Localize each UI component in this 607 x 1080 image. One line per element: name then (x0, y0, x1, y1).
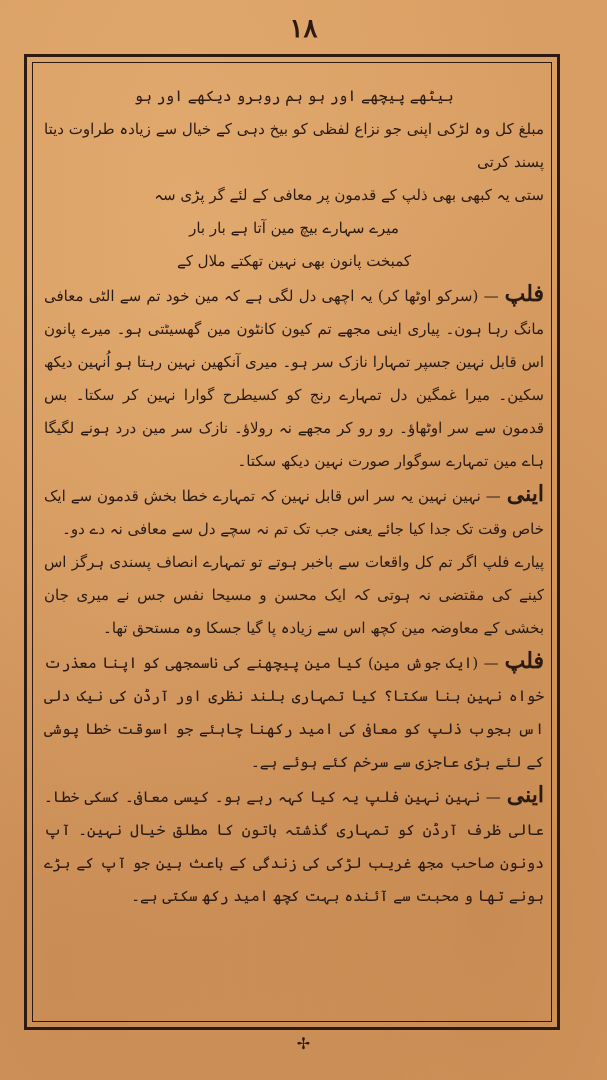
speaker-name: فلپ (504, 281, 544, 307)
intro-line-1: بیٹھے پیچھے اور ہو ہم روبرو دیکھے اور ہو (134, 87, 454, 105)
page-number: ۱۸ (289, 14, 318, 44)
dialogue-text: نہین نہین فلپ یہ کیا کہہ رہے ہو۔ کیسی معافی۔ کسکی خطا۔ عالی ظرف آرڈن کو تمہاری گذشتہ باتون کا مطلق خیال نہین۔ آپ دونون صاحب مجھ غریب لڑکی کی زندگی کے باعث ہین جو آپ کے بڑے ہونے تھا و محبت سے آئندہ بہت کچھ امید رکھ سکتی ہے۔ (44, 788, 544, 905)
dialogue-text: نہین نہین یہ سر اس قابل نہین کہ تمہارے خطا بخش قدمون سے ایک خاص وقت تک جدا کیا جائے یعنی جب تک تم نہ سچے دل سے معافی نہ دے دو۔ (44, 487, 544, 538)
bottom-ornament-icon: ✢ (296, 1034, 311, 1053)
dialogue-paragraph-4: اینی— نہین نہین فلپ یہ کیا کہہ رہے ہو۔ کیسی معافی۔ کسکی خطا۔ عالی ظرف آرڈن کو تمہاری گذشتہ باتون کا مطلق خیال نہین۔ آپ دونون صاحب مجھ غریب لڑکی کی زندگی کے باعث ہین جو آپ کے بڑے ہونے تھا و محبت سے آئندہ بہت کچھ امید رکھ سکتی ہے۔ (44, 782, 544, 905)
dialogue-paragraph-2: اینی— نہین نہین یہ سر اس قابل نہین کہ تمہارے خطا بخش قدمون سے ایک خاص وقت تک جدا کیا جائے یعنی جب تک تم نہ سچے دل سے معافی نہ دے دو۔ پیارے فلپ اگر تم کل واقعات سے باخبر ہوتے تو تمہارے انصاف پسندی ہرگز اس کینے کی مقتضی نہ ہوتی کہ ایک محسن و مسیحا نفس جس نے میری جان بخشی کے معاوضہ مین کچھ اس سے زیادہ پا گیا جسکا وہ مستحق تھا۔ (44, 478, 544, 645)
speaker-name: اینی (506, 481, 544, 507)
dialogue-paragraph-3: فلپ— (ایک جوش مین) کیا مین پیچھنے کی ناسمجھی کو اپنا معذرت خواہ نہین بنا سکتا؟ کیا تمہاری بلند نظری اور آرڈن کی نیک دلی اس بجوب ذلپ کو معافی کی امید رکھنا چاہئے جو اسوقت خطا پوشی کے لئے بڑی عاجزی سے سرخم کئے ہوئے ہے۔ (44, 648, 544, 771)
dialogue-text: (ایک جوش مین) کیا مین پیچھنے کی ناسمجھی کو اپنا معذرت خواہ نہین بنا سکتا؟ کیا تمہاری بلند نظری اور آرڈن کی نیک دلی اس بجوب ذلپ کو معافی کی امید رکھنا چاہئے جو اسوقت خطا پوشی کے لئے بڑی عاجزی سے سرخم کئے ہوئے ہے۔ (44, 654, 544, 771)
verse-line-2: کمبخت پانون بھی نہین تھکتے ملال کے (176, 252, 412, 270)
verse-line-1: میرے سہارے بیچ مین آتا ہے بار بار (189, 219, 399, 237)
dialogue-text: (سرکو اوٹھا کر) یہ اچھی دل لگی ہے کہ مین خود تم سے الٹی معافی مانگ رہا ہون۔ پیاری اینی مجھے تم کیون کانٹون مین گھسیٹتی ہو۔ میرے پانون اس قابل نہین جسپر تمہارا نازک سر ہو۔ میری آنکھین نہین رہتا ہو اُنہین دیکھ سکین۔ میرا غمگین دل تمہارے رنج کو کسیطرح گوارا نہین کر سکتا۔ بس قدمون سے سر اوٹھاؤ۔ رو رو کر مجھے نہ رولاؤ۔ نازک سر مین درد ہونے لگیگا ہاے مین تمہارے سوگوار صورت نہین دیکھ سکتا۔ (44, 287, 544, 470)
intro-line-2: مبلغ کل وہ لڑکی اپنی جو نزاع لفظی کو بیخ دہی کے خیال سے زیادہ طراوت دیتا پسند کرتی (44, 120, 544, 171)
speaker-name: فلپ (504, 648, 544, 674)
speaker-name: اینی (506, 782, 544, 808)
dialogue-text-continued: پیارے فلپ اگر تم کل واقعات سے باخبر ہوتے تو تمہارے انصاف پسندی ہرگز اس کینے کی مقتضی نہ ہوتی کہ ایک محسن و مسیحا نفس جس نے میری جان بخشی کے معاوضہ مین کچھ اس سے زیادہ پا گیا جسکا وہ مستحق تھا۔ (44, 553, 544, 637)
intro-line-3: ستی یہ کبھی بھی ذلپ کے قدمون پر معافی کے لئے گر پڑی سہ (154, 186, 544, 204)
page-text (44, 80, 544, 1010)
dialogue-paragraph-1: فلپ— (سرکو اوٹھا کر) یہ اچھی دل لگی ہے کہ مین خود تم سے الٹی معافی مانگ رہا ہون۔ پیاری اینی مجھے تم کیون کانٹون مین گھسیٹتی ہو۔ میرے پانون اس قابل نہین جسپر تمہارا نازک سر ہو۔ میری آنکھین نہین رہتا ہو اُنہین دیکھ سکین۔ میرا غمگین دل تمہارے رنج کو کسیطرح گوارا نہین کر سکتا۔ بس قدمون سے سر اوٹھاؤ۔ رو رو کر مجھے نہ رولاؤ۔ نازک سر مین درد ہونے لگیگا ہاے مین تمہارے سوگوار صورت نہین دیکھ سکتا۔ (44, 281, 544, 470)
